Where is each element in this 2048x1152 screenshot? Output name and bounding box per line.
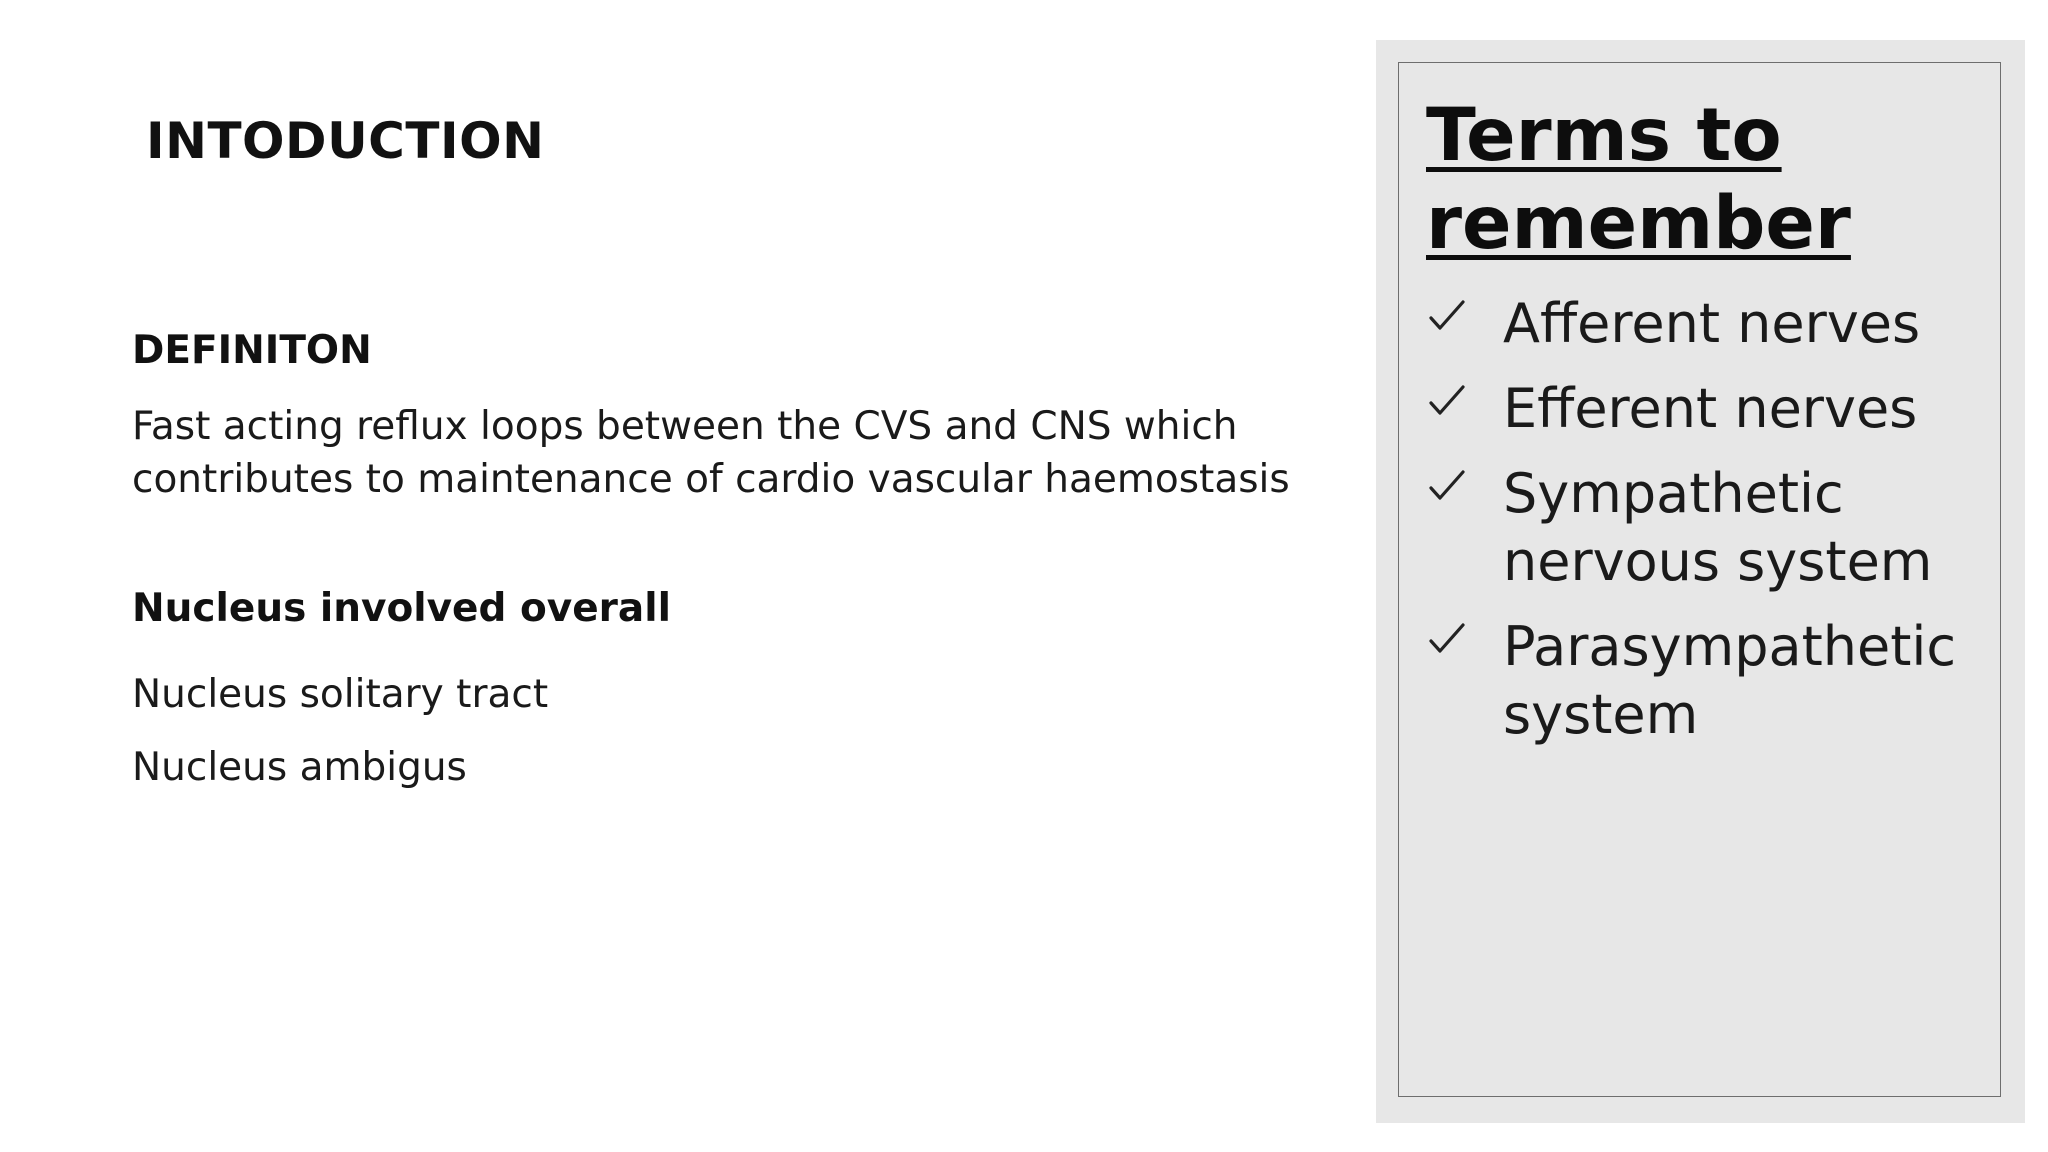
term-label: Afferent nerves (1503, 292, 1921, 355)
definition-heading: DEFINITON (132, 328, 372, 373)
term-label: Sympathetic nervous system (1503, 462, 1933, 593)
check-icon (1428, 298, 1466, 336)
term-item (1426, 613, 1966, 749)
term-item (1426, 290, 1966, 358)
nucleus-heading: Nucleus involved overall (132, 586, 671, 631)
term-label: Efferent nerves (1503, 377, 1918, 440)
term-item (1426, 460, 1966, 596)
slide-title: INTODUCTION (146, 112, 545, 170)
nucleus-item: Nucleus solitary tract (132, 672, 549, 717)
definition-text: Fast acting reflux loops between the CVS and CNS which contributes to maintenance of cardio vascular haemostasis (132, 404, 1290, 502)
terms-list (1426, 290, 1966, 766)
check-icon (1428, 383, 1466, 421)
terms-panel (1376, 40, 2025, 1123)
check-icon (1428, 468, 1466, 506)
term-label: Parasympathetic system (1503, 615, 1957, 746)
check-icon (1428, 621, 1466, 659)
nucleus-item: Nucleus ambigus (132, 745, 467, 790)
term-item (1426, 375, 1966, 443)
terms-title: Terms to remember (1426, 93, 1851, 266)
